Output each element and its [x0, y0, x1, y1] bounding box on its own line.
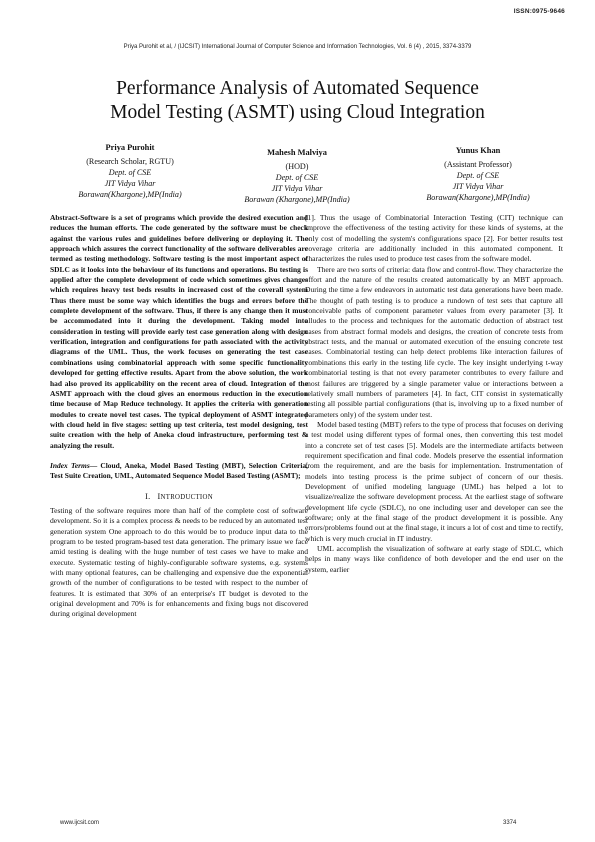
- author-dept: Dept. of CSE: [275, 173, 319, 182]
- section-heading-introduction: [50, 492, 308, 503]
- author-block-2: [222, 147, 372, 205]
- footer-page-number: 3374: [503, 820, 517, 826]
- title-line-2: Model Testing (ASMT) using Cloud Integration: [110, 102, 485, 123]
- author-place: Borawan(Khargone),MP(India): [78, 190, 182, 199]
- index-terms-text: — Cloud, Aneka, Model Based Testing (MBT), Selection Criteria, Test Suite Creation, UML, Automated Sequence Model Based Testing (ASMT);: [50, 460, 308, 481]
- author-dept: Dept. of CSE: [456, 171, 500, 180]
- index-terms: [50, 461, 308, 482]
- index-terms-label: Index Terms: [50, 460, 90, 470]
- body-paragraph-2: There are two sorts of criteria: data flow and control-flow. They characterize the effort and the nature of the results created automatically by an MBT approach. During the time a few endeavors in automatic test data generations have been made. The thought of path testing is to produce a rundown of test sets that capture all conceivable paths of component parameter values from every parameter [3]. It alludes to the process and techniques for the automatic deduction of abstract test cases from abstract formal models and designs, the creation of concrete tests from abstract tests, and the manual or automated execution of the ensuing concrete test cases. Combinatorial testing can help detect problems like interaction failures of combinations this early in the testing life cycle. The key insight underlying t-way combinatorial testing is that not every parameter contributes to every failure and most failures are triggered by a single parameter value or interactions between a relatively small numbers of parameters [4]. In fact, CIT consist in systematically testing all possible partial configurations (that is, involving up to a fixed number of parameters only) of the system under test.: [305, 264, 563, 419]
- footer-website: www.ijcsit.com: [60, 820, 100, 826]
- section-title-first: I: [157, 491, 161, 501]
- body-paragraph-1: [1]. Thus the usage of Combinatorial Interaction Testing (CIT) technique can improve the effectiveness of the testing activity for these kinds of systems, at the only cost of modelling the system's configurations space [2]. For better results test coverage criteria are additionally included in this automated component. It characterizes the rules used to produce test cases from the software model.: [305, 213, 563, 264]
- intro-paragraph: Testing of the software requires more than half of the complete cost of software development. So it is a complex process & needs to be reduced by an automated test generation system One approach to do this would be to produce input data to the program to be tested program-based test data generation. The primary issue we face amid testing is dealing with the huge number of test cases we have to make and execute. Systematic testing of highly-configurable software systems, e.g. systems with many optional features, can be challenging and expensive due the exponential growth of the number of configurations to be tested with respect to the number of features. It is estimated that 30% of an enterprise's IT budget is devoted to the original development and 70% is for enhancements and fixing bugs not discovered during original development: [50, 505, 308, 619]
- title-line-1: Performance Analysis of Automated Sequence: [116, 78, 479, 99]
- left-column: [50, 213, 308, 620]
- author-block-1: [55, 142, 205, 200]
- author-dept: Dept. of CSE: [108, 168, 152, 177]
- author-institute: JIT Vidya Vihar: [104, 179, 156, 188]
- section-number: I.: [145, 491, 151, 501]
- author-name: Priya Purohit: [105, 143, 155, 152]
- body-paragraph-3: Model based testing (MBT) refers to the type of process that focuses on deriving a test model using different types of formal ones, then converting this test model into a concrete set of test cases [5]. Models are the intermediate artifacts between requirement specification and final code. Models preserve the essential information from the requirement, and are the basis for implementation. Instrumentation of models into testing process is the prime subject of concern of our thesis. Development of unified modeling language (UML) has helped a lot to visualize/realize the software development process. At the earliest stage of software development life cycle (SDLC), no one including user and developer can see the software; only at the final stage of the product development it is possible. Any errors/problems found out at the final stage, it incurs a lot of cost and time to rectify, which is very much crucial in IT industry.: [305, 419, 563, 543]
- journal-header: Priya Purohit et al, / (IJCSIT) International Journal of Computer Science and Information Technologies, Vol. 6 (4) , 2015, 3374-3379: [123, 44, 472, 50]
- right-column: [305, 213, 563, 575]
- section-title-rest: NTRODUCTION: [160, 493, 213, 501]
- author-block-3: [398, 145, 558, 203]
- author-role: (Research Scholar, RGTU): [86, 157, 174, 166]
- issn-label: ISSN:0975-9646: [513, 8, 565, 15]
- paper-title: [40, 77, 555, 125]
- author-place: Borawan(Khargone),MP(India): [426, 193, 530, 202]
- author-place: Borawan (Khargone),MP(India): [244, 195, 350, 204]
- author-role: (HOD): [285, 162, 309, 171]
- author-name: Yunus Khan: [455, 146, 501, 155]
- author-institute: JIT Vidya Vihar: [452, 182, 504, 191]
- abstract: Abstract-Software is a set of programs which provide the desired execution and reduces the human efforts. The code generated by the software must be check against the various rules and guidelines before delivering or deploying it. The approach which assures the correct functionality of the software deliverables are termed as testing methodology. Software testing is the most important aspect of SDLC as it looks into the behaviour of its functions and operations. Bu testing is applied after the complete development of code which sometimes gives changes which requires heavy test beds results in increased cost of the coverall system Thus there must be some way which identifies the bugs and errors before the complete development of the software. Thus, if there is any change then it must be accommodated into it during the development. Taking model into consideration in testing will provide early test case generation along with design verification, integration and configurations for path associated with the activity diagrams of the UML. Thus, the work focuses on generating the test case combinations using combinatorial approach with some specific functionality developed for getting effective results. Apart from the above solution, the work had also proved its applicability on the recent area of cloud. Integration of the ASMT approach with the cloud gives an enormous reduction in the execution time because of Map Reduce technology. It applies the criteria with generation modules to create novel test cases. The typical deployment of ASMT integrated with cloud held in five stages: setting up test criteria, test model designing, test suite creation with the help of Aneka cloud infrastructure, performing test & analyzing the result.: [50, 213, 308, 450]
- body-paragraph-4: UML accomplish the visualization of software at early stage of SDLC, which helps in many ways like confidence of both developer and the end user on the system, earlier: [305, 544, 563, 574]
- author-name: Mahesh Malviya: [267, 148, 327, 157]
- author-institute: JIT Vidya Vihar: [271, 184, 323, 193]
- author-role: (Assistant Professor): [444, 160, 512, 169]
